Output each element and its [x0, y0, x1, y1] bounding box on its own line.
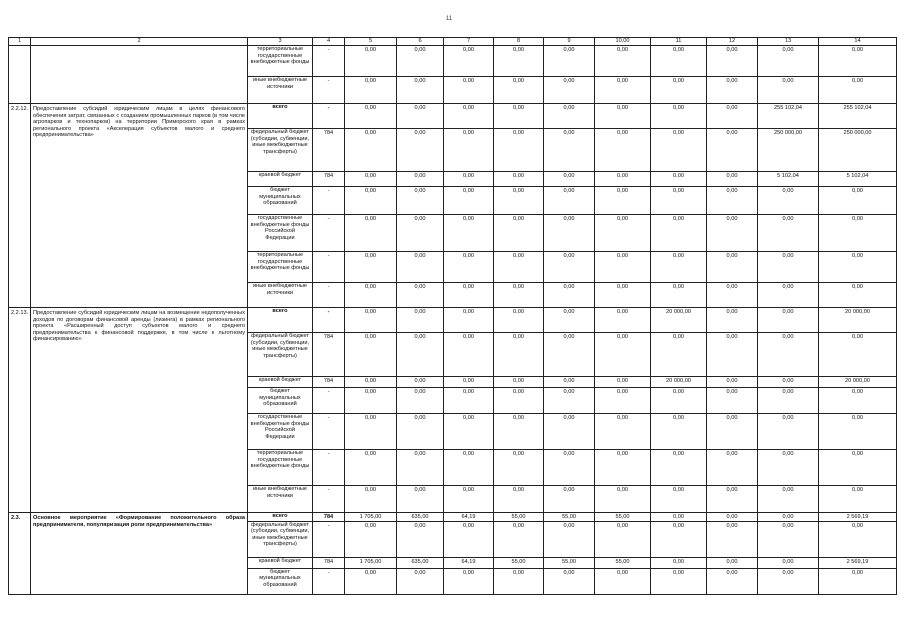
value-cell: 0,00: [651, 557, 707, 568]
value-cell: 250 000,00: [819, 129, 897, 172]
value-cell: 55,00: [595, 513, 651, 522]
funding-source: иные внебюджетные источники: [248, 77, 313, 104]
value-cell: 0,00: [758, 486, 819, 513]
value-cell: 0,00: [444, 521, 494, 557]
funding-source: государственные внебюджетные фонды Российской Федерации: [248, 414, 313, 450]
value-cell: 635,00: [397, 513, 444, 522]
column-header: 13: [758, 38, 819, 46]
value-cell: 0,00: [707, 252, 758, 283]
value-cell: 0,00: [397, 104, 444, 129]
value-cell: 55,00: [494, 557, 544, 568]
value-cell: 0,00: [345, 333, 397, 377]
value-cell: -: [313, 521, 345, 557]
item-description: [31, 46, 248, 104]
value-cell: 0,00: [595, 129, 651, 172]
value-cell: 0,00: [397, 333, 444, 377]
value-cell: 0,00: [707, 187, 758, 215]
value-cell: 20 000,00: [819, 308, 897, 333]
value-cell: 0,00: [707, 46, 758, 77]
value-cell: 0,00: [544, 129, 595, 172]
value-cell: 0,00: [444, 333, 494, 377]
value-cell: 0,00: [345, 104, 397, 129]
value-cell: 0,00: [544, 414, 595, 450]
value-cell: 0,00: [595, 450, 651, 486]
value-cell: -: [313, 187, 345, 215]
value-cell: 0,00: [397, 252, 444, 283]
value-cell: 0,00: [819, 46, 897, 77]
funding-source: территориальные государственные внебюджетные фонды: [248, 46, 313, 77]
value-cell: 55,00: [494, 513, 544, 522]
value-cell: 0,00: [494, 521, 544, 557]
value-cell: 0,00: [707, 77, 758, 104]
item-number: 2.3.: [9, 513, 31, 595]
value-cell: 2 569,19: [819, 557, 897, 568]
value-cell: 0,00: [707, 104, 758, 129]
value-cell: 0,00: [595, 414, 651, 450]
value-cell: 0,00: [707, 486, 758, 513]
value-cell: 0,00: [397, 568, 444, 594]
value-cell: 0,00: [758, 215, 819, 252]
value-cell: 0,00: [651, 388, 707, 414]
column-header: 3: [248, 38, 313, 46]
value-cell: 0,00: [595, 215, 651, 252]
funding-source: территориальные государственные внебюджетные фонды: [248, 450, 313, 486]
value-cell: 0,00: [707, 333, 758, 377]
value-cell: 0,00: [819, 252, 897, 283]
value-cell: 0,00: [544, 283, 595, 308]
value-cell: 0,00: [707, 215, 758, 252]
value-cell: 0,00: [819, 333, 897, 377]
value-cell: 0,00: [707, 513, 758, 522]
value-cell: 0,00: [651, 77, 707, 104]
value-cell: 0,00: [494, 377, 544, 388]
value-cell: 0,00: [595, 377, 651, 388]
value-cell: 0,00: [819, 187, 897, 215]
value-cell: 0,00: [494, 283, 544, 308]
funding-source: федеральный бюджет (субсидии, субвенции, иные межбюджетные трансферты): [248, 521, 313, 557]
value-cell: -: [313, 414, 345, 450]
value-cell: 0,00: [819, 568, 897, 594]
value-cell: 0,00: [345, 414, 397, 450]
value-cell: -: [313, 388, 345, 414]
value-cell: 0,00: [345, 377, 397, 388]
value-cell: 0,00: [758, 187, 819, 215]
value-cell: 0,00: [444, 46, 494, 77]
header-row: [9, 38, 897, 46]
value-cell: 250 000,00: [758, 129, 819, 172]
value-cell: 0,00: [494, 129, 544, 172]
value-cell: 0,00: [651, 450, 707, 486]
value-cell: 0,00: [758, 557, 819, 568]
table-row: [9, 104, 897, 129]
column-header: 4: [313, 38, 345, 46]
value-cell: 0,00: [819, 521, 897, 557]
value-cell: 0,00: [444, 388, 494, 414]
value-cell: 0,00: [494, 187, 544, 215]
value-cell: 0,00: [397, 283, 444, 308]
value-cell: 0,00: [595, 486, 651, 513]
value-cell: 0,00: [444, 377, 494, 388]
funding-source: бюджет муниципальных образований: [248, 388, 313, 414]
funding-source: бюджет муниципальных образований: [248, 568, 313, 594]
value-cell: 0,00: [444, 308, 494, 333]
funding-source: краевой бюджет: [248, 377, 313, 388]
table-row: [9, 513, 897, 522]
value-cell: 0,00: [444, 104, 494, 129]
value-cell: 0,00: [544, 172, 595, 187]
funding-source: всего: [248, 104, 313, 129]
value-cell: 0,00: [758, 521, 819, 557]
value-cell: 0,00: [651, 568, 707, 594]
value-cell: 0,00: [345, 388, 397, 414]
value-cell: 0,00: [758, 46, 819, 77]
value-cell: 0,00: [444, 129, 494, 172]
value-cell: 0,00: [397, 414, 444, 450]
page-number: 11: [446, 16, 453, 22]
value-cell: -: [313, 104, 345, 129]
value-cell: 0,00: [544, 46, 595, 77]
value-cell: 784: [313, 333, 345, 377]
value-cell: 0,00: [651, 215, 707, 252]
value-cell: 0,00: [544, 568, 595, 594]
item-number: 2.2.13.: [9, 308, 31, 513]
value-cell: 0,00: [544, 77, 595, 104]
value-cell: 784: [313, 377, 345, 388]
value-cell: 0,00: [758, 513, 819, 522]
value-cell: 0,00: [707, 129, 758, 172]
item-description: Предоставление субсидий юридическим лицам на возмещение недополученных доходов по договорам финансовой аренды (лизинга) в рамках регионального проекта «Расширенный доступ субъектов малого и среднего предпринимательства к финансовой поддержке, в том числе к льготному финансированию»: [31, 308, 248, 513]
value-cell: 784: [313, 557, 345, 568]
value-cell: 0,00: [544, 521, 595, 557]
value-cell: 0,00: [397, 129, 444, 172]
item-description: Предоставление субсидий юридическим лицам в целях финансового обеспечения затрат, связанных с созданием промышленных парков (в том числе агропарков и технопарков) на территории Приморского края в рамках регионального проекта «Акселерация субъектов малого и среднего предпринимательства»: [31, 104, 248, 308]
funding-source: иные внебюджетные источники: [248, 283, 313, 308]
value-cell: 0,00: [544, 104, 595, 129]
value-cell: 0,00: [819, 450, 897, 486]
value-cell: 0,00: [345, 46, 397, 77]
funding-source: краевой бюджет: [248, 557, 313, 568]
value-cell: 0,00: [544, 252, 595, 283]
value-cell: 0,00: [544, 388, 595, 414]
value-cell: 0,00: [397, 486, 444, 513]
value-cell: 0,00: [819, 414, 897, 450]
value-cell: -: [313, 252, 345, 283]
item-description: Основное мероприятие «Формирование положительного образа предпринимателя, популяризация роли предпринимательства»: [31, 513, 248, 595]
value-cell: 0,00: [758, 308, 819, 333]
value-cell: 0,00: [444, 568, 494, 594]
value-cell: 0,00: [494, 104, 544, 129]
funding-source: государственные внебюджетные фонды Российской Федерации: [248, 215, 313, 252]
value-cell: 0,00: [397, 46, 444, 77]
value-cell: 0,00: [444, 215, 494, 252]
value-cell: 0,00: [444, 486, 494, 513]
value-cell: 0,00: [758, 568, 819, 594]
value-cell: 0,00: [444, 283, 494, 308]
value-cell: 0,00: [397, 215, 444, 252]
value-cell: 0,00: [651, 513, 707, 522]
value-cell: 0,00: [707, 414, 758, 450]
value-cell: 0,00: [397, 187, 444, 215]
column-header: 9: [544, 38, 595, 46]
value-cell: 255 102,04: [758, 104, 819, 129]
value-cell: 0,00: [651, 172, 707, 187]
column-header: 7: [444, 38, 494, 46]
value-cell: 0,00: [494, 568, 544, 594]
value-cell: 0,00: [544, 308, 595, 333]
budget-table: [8, 37, 897, 595]
column-header: 12: [707, 38, 758, 46]
value-cell: 0,00: [544, 377, 595, 388]
value-cell: 784: [313, 129, 345, 172]
value-cell: 0,00: [345, 450, 397, 486]
value-cell: 1 705,00: [345, 513, 397, 522]
value-cell: 0,00: [819, 388, 897, 414]
value-cell: 0,00: [444, 77, 494, 104]
value-cell: 0,00: [758, 252, 819, 283]
value-cell: 0,00: [397, 308, 444, 333]
value-cell: 0,00: [758, 377, 819, 388]
column-header: 5: [345, 38, 397, 46]
value-cell: 20 000,00: [819, 377, 897, 388]
value-cell: 0,00: [595, 308, 651, 333]
value-cell: 0,00: [345, 77, 397, 104]
column-header: 11: [651, 38, 707, 46]
value-cell: 0,00: [397, 377, 444, 388]
value-cell: 0,00: [758, 388, 819, 414]
value-cell: -: [313, 450, 345, 486]
table-row: [9, 46, 897, 77]
value-cell: 0,00: [544, 450, 595, 486]
value-cell: 0,00: [494, 414, 544, 450]
column-header: 2: [31, 38, 248, 46]
funding-source: всего: [248, 513, 313, 522]
value-cell: 5 102,04: [819, 172, 897, 187]
value-cell: 0,00: [397, 77, 444, 104]
value-cell: -: [313, 46, 345, 77]
value-cell: 64,19: [444, 557, 494, 568]
value-cell: 0,00: [651, 129, 707, 172]
value-cell: 0,00: [595, 172, 651, 187]
funding-source: территориальные государственные внебюджетные фонды: [248, 252, 313, 283]
value-cell: 0,00: [651, 521, 707, 557]
value-cell: 784: [313, 513, 345, 522]
value-cell: 0,00: [758, 283, 819, 308]
value-cell: 0,00: [595, 187, 651, 215]
value-cell: 0,00: [651, 252, 707, 283]
value-cell: 0,00: [707, 568, 758, 594]
value-cell: 5 102,04: [758, 172, 819, 187]
value-cell: 0,00: [494, 486, 544, 513]
value-cell: 0,00: [397, 521, 444, 557]
value-cell: 0,00: [544, 486, 595, 513]
value-cell: 0,00: [345, 215, 397, 252]
value-cell: 2 569,19: [819, 513, 897, 522]
value-cell: 0,00: [651, 46, 707, 77]
value-cell: 0,00: [494, 172, 544, 187]
value-cell: 0,00: [819, 283, 897, 308]
value-cell: 0,00: [758, 414, 819, 450]
value-cell: 20 000,00: [651, 377, 707, 388]
value-cell: 0,00: [707, 521, 758, 557]
value-cell: 255 102,04: [819, 104, 897, 129]
value-cell: 0,00: [758, 450, 819, 486]
column-header: 14: [819, 38, 897, 46]
value-cell: 0,00: [707, 308, 758, 333]
value-cell: 635,00: [397, 557, 444, 568]
value-cell: 0,00: [494, 333, 544, 377]
value-cell: 0,00: [651, 414, 707, 450]
value-cell: 0,00: [707, 283, 758, 308]
value-cell: 0,00: [595, 252, 651, 283]
value-cell: 0,00: [707, 172, 758, 187]
value-cell: 0,00: [758, 77, 819, 104]
value-cell: 55,00: [544, 513, 595, 522]
value-cell: 0,00: [345, 187, 397, 215]
value-cell: -: [313, 568, 345, 594]
funding-source: всего: [248, 308, 313, 333]
value-cell: 0,00: [651, 333, 707, 377]
value-cell: 0,00: [651, 104, 707, 129]
value-cell: 0,00: [444, 450, 494, 486]
value-cell: 55,00: [595, 557, 651, 568]
value-cell: 20 000,00: [651, 308, 707, 333]
value-cell: 0,00: [345, 308, 397, 333]
value-cell: 0,00: [651, 187, 707, 215]
value-cell: -: [313, 77, 345, 104]
column-header: 1: [9, 38, 31, 46]
value-cell: 0,00: [707, 377, 758, 388]
value-cell: 0,00: [595, 388, 651, 414]
value-cell: 0,00: [494, 215, 544, 252]
value-cell: 0,00: [397, 450, 444, 486]
value-cell: 0,00: [397, 172, 444, 187]
value-cell: 0,00: [345, 486, 397, 513]
value-cell: 0,00: [595, 521, 651, 557]
funding-source: федеральный бюджет (субсидии, субвенции, иные межбюджетные трансферты): [248, 333, 313, 377]
value-cell: 0,00: [707, 388, 758, 414]
value-cell: 0,00: [595, 104, 651, 129]
value-cell: 0,00: [707, 450, 758, 486]
value-cell: -: [313, 283, 345, 308]
value-cell: 64,19: [444, 513, 494, 522]
value-cell: 0,00: [345, 568, 397, 594]
value-cell: 0,00: [345, 172, 397, 187]
funding-source: федеральный бюджет (субсидии, субвенции, иные межбюджетные трансферты): [248, 129, 313, 172]
value-cell: 0,00: [444, 172, 494, 187]
value-cell: 0,00: [819, 486, 897, 513]
value-cell: 0,00: [444, 252, 494, 283]
value-cell: 0,00: [444, 187, 494, 215]
value-cell: 0,00: [494, 308, 544, 333]
value-cell: 1 705,00: [345, 557, 397, 568]
value-cell: -: [313, 215, 345, 252]
value-cell: 0,00: [544, 187, 595, 215]
value-cell: 0,00: [494, 46, 544, 77]
value-cell: -: [313, 486, 345, 513]
value-cell: 0,00: [819, 77, 897, 104]
value-cell: 0,00: [819, 215, 897, 252]
value-cell: 0,00: [494, 252, 544, 283]
column-header: 10,00: [595, 38, 651, 46]
value-cell: 784: [313, 172, 345, 187]
value-cell: 0,00: [595, 283, 651, 308]
item-number: 2.2.12.: [9, 104, 31, 308]
value-cell: 0,00: [595, 333, 651, 377]
value-cell: 0,00: [544, 215, 595, 252]
value-cell: 0,00: [595, 77, 651, 104]
value-cell: 0,00: [397, 388, 444, 414]
value-cell: 0,00: [345, 252, 397, 283]
value-cell: 0,00: [494, 77, 544, 104]
value-cell: 55,00: [544, 557, 595, 568]
item-number: [9, 46, 31, 104]
value-cell: 0,00: [758, 333, 819, 377]
value-cell: 0,00: [494, 450, 544, 486]
column-header: 8: [494, 38, 544, 46]
value-cell: 0,00: [345, 283, 397, 308]
funding-source: иные внебюджетные источники: [248, 486, 313, 513]
value-cell: 0,00: [494, 388, 544, 414]
value-cell: 0,00: [595, 568, 651, 594]
funding-source: краевой бюджет: [248, 172, 313, 187]
value-cell: 0,00: [707, 557, 758, 568]
funding-source: бюджет муниципальных образований: [248, 187, 313, 215]
value-cell: -: [313, 308, 345, 333]
column-header: 6: [397, 38, 444, 46]
value-cell: 0,00: [444, 414, 494, 450]
value-cell: 0,00: [345, 129, 397, 172]
value-cell: 0,00: [651, 283, 707, 308]
value-cell: 0,00: [595, 46, 651, 77]
value-cell: 0,00: [651, 486, 707, 513]
table-row: [9, 308, 897, 333]
value-cell: 0,00: [544, 333, 595, 377]
value-cell: 0,00: [345, 521, 397, 557]
